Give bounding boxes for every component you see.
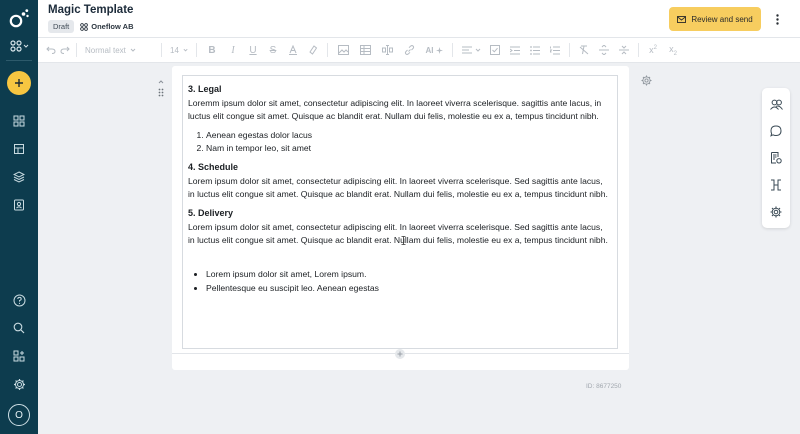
paragraph-style-select[interactable] [81, 38, 157, 63]
left-sidebar [0, 0, 38, 434]
workspace-switcher[interactable] [10, 40, 29, 52]
indent-button[interactable] [505, 38, 525, 63]
italic-icon: I [231, 44, 235, 56]
avatar-initial: O [15, 409, 23, 421]
sidebar-item-help[interactable] [5, 286, 33, 314]
indent-icon [510, 46, 520, 55]
bullet-list-button[interactable] [525, 38, 545, 63]
list-item: 2. Nam in tempor leo, sit amet [206, 142, 611, 155]
chevron-down-icon [183, 47, 188, 53]
sidebar-item-dashboard[interactable] [5, 107, 33, 135]
sidebar-divider [6, 60, 32, 61]
subscript-button[interactable] [663, 38, 683, 63]
comments-icon [770, 125, 782, 137]
section-delivery [188, 207, 611, 295]
numbered-list-icon [550, 46, 560, 55]
envelope-icon [677, 16, 686, 23]
drag-handle-icon [158, 88, 164, 97]
ai-assist-button[interactable] [420, 38, 448, 63]
sidebar-item-documents[interactable] [5, 135, 33, 163]
participants-icon [770, 99, 783, 110]
ordered-list [206, 129, 611, 156]
sidebar-item-search[interactable] [5, 314, 33, 342]
section-heading: 5. Delivery [188, 207, 234, 218]
workspace-name: Oneflow AB [91, 22, 134, 31]
strikethrough-button[interactable] [263, 38, 283, 63]
strikethrough-icon: S [269, 44, 277, 56]
section-legal [188, 83, 611, 155]
superscript-button[interactable] [643, 38, 663, 63]
toolbar-divider [76, 43, 77, 57]
section-body: Lorem ipsum dolor sit amet, consectetur adipiscing elit. In laoreet viverra scelerisque. Sed sagittis ante lacus, in luctus elit congue sit amet. Quisque ac blandit erat. Nullam dui felis, molestie eu ex a, tempus tincidunt nibh. [188, 176, 608, 200]
bullet-list-icon [530, 46, 540, 55]
workspace-label [80, 22, 133, 31]
editor-toolbar [38, 38, 800, 63]
bold-icon: B [208, 44, 216, 56]
table-icon [360, 45, 371, 55]
more-options-button[interactable] [771, 10, 783, 28]
text-color-button[interactable] [283, 38, 303, 63]
document-title[interactable]: Magic Template [48, 4, 134, 16]
text-section[interactable] [182, 75, 618, 349]
subscript-icon: $x_2$ [669, 43, 677, 57]
toolbar-divider [452, 43, 453, 57]
document-settings-icon [770, 152, 782, 164]
settings-icon [13, 378, 26, 391]
redo-button[interactable] [58, 38, 72, 63]
document-settings-button[interactable] [764, 146, 788, 170]
section-body: Lorem ipsum dolor sit amet, consectetur adipiscing elit. In laoreet viverra scelerisque. Sed sagittis ante lacus, in luctus elit congue sit amet. Quisque ac blandit erat. Nullam dui felis, molestie eu ex a, tempus tincidunt nibh. [188, 221, 608, 245]
add-section-button[interactable] [395, 349, 405, 359]
insert-field-button[interactable] [376, 38, 398, 63]
list-item: • Lorem ipsum dolor sit amet, Lorem ipsum. [206, 268, 611, 281]
help-icon [13, 294, 26, 307]
numbered-list-button[interactable] [545, 38, 565, 63]
section-body: Loremm ipsum dolor sit amet, consectetur adipiscing elit. In laoreet viverra scelerisque. sagittis ante lacus, in luctus elit congue sit amet. Quisque ac blandit erat. Nullam dui felis, molestie eu ex a, tempus tincidunt nibh. [188, 97, 602, 122]
user-avatar[interactable] [8, 404, 30, 426]
checklist-icon [490, 45, 500, 55]
superscript-icon: $x^2$ [649, 45, 657, 55]
ai-label: AI [425, 45, 434, 55]
templates-icon [13, 171, 25, 183]
sparkle-icon [436, 47, 443, 54]
create-new-button[interactable] [7, 71, 31, 95]
page-break-button[interactable] [594, 38, 614, 63]
align-left-icon [462, 46, 472, 54]
chevron-down-icon [23, 43, 29, 49]
right-tool-panel [762, 88, 790, 228]
link-icon [404, 45, 415, 55]
sidebar-item-settings[interactable] [5, 370, 33, 398]
section-settings-icon[interactable] [641, 75, 652, 86]
document-id: ID: 8677250 [586, 383, 622, 390]
section-heading: 3. Legal [188, 84, 222, 94]
font-size-value: 14 [170, 45, 179, 55]
list-item: • Pellentesque eu suscipit leo. Aenean egestas [206, 282, 611, 295]
highlight-button[interactable] [303, 38, 323, 63]
page-break-icon [599, 45, 609, 55]
underline-icon: U [249, 44, 257, 56]
field-icon [382, 45, 393, 55]
toolbar-divider [638, 43, 639, 57]
text-color-icon [288, 45, 298, 55]
comments-button[interactable] [764, 119, 788, 143]
section-heading: 4. Schedule [188, 162, 239, 173]
text-align-select[interactable] [457, 38, 485, 63]
section-schedule [188, 161, 611, 202]
plus-icon [14, 78, 24, 88]
extensions-icon [13, 350, 25, 362]
toolbar-divider [161, 43, 162, 57]
list-item: 1. Aenean egestas dolor lacus [206, 129, 611, 142]
sidebar-item-contacts[interactable] [5, 191, 33, 219]
highlighter-icon [308, 45, 318, 55]
toolbar-divider [569, 43, 570, 57]
toolbar-divider [327, 43, 328, 57]
sidebar-item-templates[interactable] [5, 163, 33, 191]
image-icon [338, 45, 349, 55]
settings-icon [770, 206, 782, 218]
chevron-down-icon [475, 47, 481, 53]
bullet-list [206, 268, 611, 295]
checklist-button[interactable] [485, 38, 505, 63]
review-button-label: Review and send [691, 14, 753, 24]
clear-format-button[interactable] [574, 38, 594, 63]
toolbar-divider [196, 43, 197, 57]
text-cursor-icon [401, 236, 406, 245]
panel-settings-button[interactable] [764, 200, 788, 224]
redo-icon [60, 46, 70, 54]
insert-link-button[interactable] [398, 38, 420, 63]
italic-button[interactable] [223, 38, 243, 63]
signing-order-icon [770, 179, 782, 191]
review-and-send-button[interactable] [669, 7, 761, 31]
workspace-icon [10, 40, 22, 52]
underline-button[interactable] [243, 38, 263, 63]
signing-order-button[interactable] [764, 173, 788, 197]
clear-format-icon [579, 45, 589, 55]
more-vertical-icon [776, 14, 779, 25]
chevron-down-icon [130, 47, 136, 53]
search-icon [13, 322, 25, 334]
plus-icon [397, 351, 403, 357]
undo-icon [46, 46, 56, 54]
document-header [38, 0, 800, 38]
paragraph-style-value: Normal text [85, 45, 126, 55]
section-drag-handle[interactable] [157, 80, 165, 100]
oneflow-logo-icon[interactable] [8, 8, 30, 30]
chevron-up-icon [158, 80, 164, 84]
participants-button[interactable] [764, 92, 788, 116]
line-spacing-icon [619, 45, 629, 55]
contacts-icon [13, 199, 25, 211]
line-spacing-button[interactable] [614, 38, 634, 63]
empty-paragraph [188, 252, 611, 266]
undo-button[interactable] [44, 38, 58, 63]
font-size-select[interactable] [166, 38, 192, 63]
documents-icon [13, 143, 25, 155]
insert-table-button[interactable] [354, 38, 376, 63]
insert-image-button[interactable] [332, 38, 354, 63]
sidebar-item-extensions[interactable] [5, 342, 33, 370]
bold-button[interactable] [201, 38, 223, 63]
workspace-icon [80, 23, 88, 31]
dashboard-icon [13, 115, 25, 127]
status-badge: Draft [48, 20, 74, 33]
